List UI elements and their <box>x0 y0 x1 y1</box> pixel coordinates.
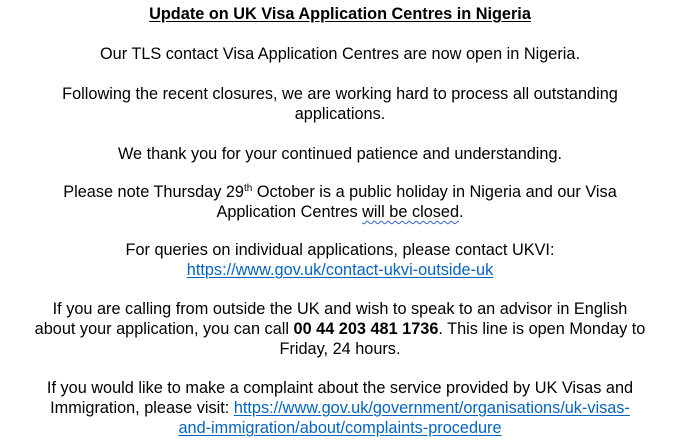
holiday-line-2-start: Application Centres <box>216 203 363 221</box>
complaint-line-2 <box>0 398 680 418</box>
holiday-line-1 <box>0 182 680 202</box>
centres-open-text: Our TLS contact Visa Application Centres are now open in Nigeria. <box>100 45 580 63</box>
complaint-line-2-start: Immigration, please visit: <box>50 399 234 417</box>
phone-line-2-end: . This line is open Monday to <box>438 320 646 338</box>
phone-number: 00 44 203 481 1736 <box>293 320 439 338</box>
holiday-line-1-rest: October is a public holiday in Nigeria and our Visa <box>252 183 617 201</box>
ordinal-suffix: th <box>243 183 253 194</box>
processing-line-1: Following the recent closures, we are working hard to process all outstanding <box>62 85 618 103</box>
holiday-line-2 <box>0 202 680 222</box>
paragraph-processing <box>0 84 680 124</box>
contact-ukvi-link[interactable]: https://www.gov.uk/contact-ukvi-outside-uk <box>186 261 494 279</box>
thanks-text: We thank you for your continued patience and understanding. <box>117 145 563 163</box>
paragraph-centres-open <box>0 44 680 64</box>
phone-line-3: Friday, 24 hours. <box>279 340 401 358</box>
paragraph-holiday <box>0 182 680 222</box>
complaints-link-part-1[interactable]: https://www.gov.uk/government/organisations/uk-visas- <box>233 399 630 417</box>
holiday-line-2-end: . <box>459 203 464 221</box>
complaint-line-1: If you would like to make a complaint about the service provided by UK Visas and <box>46 379 634 397</box>
holiday-date-text: Please note Thursday 29 <box>63 183 244 201</box>
paragraph-complaint <box>0 378 680 438</box>
phone-line-2 <box>0 319 680 339</box>
paragraph-thanks <box>0 144 680 164</box>
closed-phrase: will be closed <box>362 203 460 221</box>
processing-line-2: applications. <box>294 105 386 123</box>
paragraph-queries <box>0 240 680 280</box>
phone-line-2-start: about your application, you can call <box>34 320 294 338</box>
complaints-link-part-2[interactable]: and-immigration/about/complaints-procedure <box>178 419 502 437</box>
page-title: Update on UK Visa Application Centres in Nigeria <box>149 5 531 23</box>
paragraph-phone <box>0 299 680 359</box>
queries-text: For queries on individual applications, please contact UKVI: <box>125 241 555 259</box>
phone-line-1: If you are calling from outside the UK and wish to speak to an advisor in English <box>52 300 628 318</box>
